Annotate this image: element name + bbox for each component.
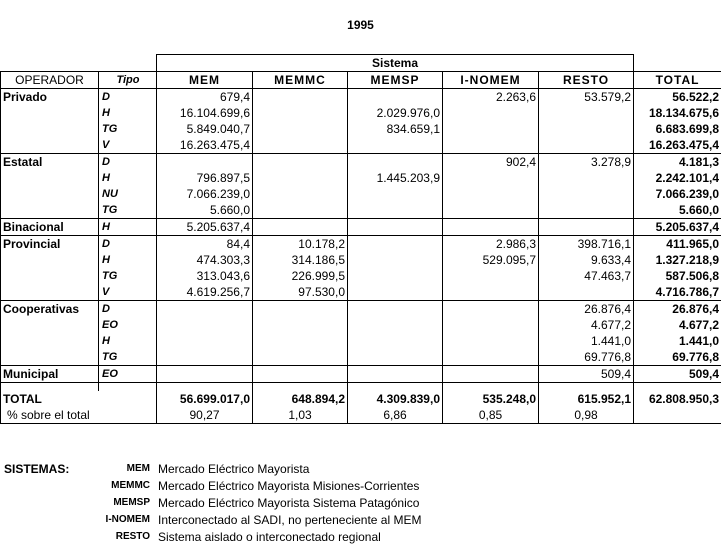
value-cell — [253, 317, 348, 333]
value-cell: 16.104.699,6 — [157, 105, 253, 121]
value-cell: 5.849.040,7 — [157, 121, 253, 137]
value-cell: 834.659,1 — [348, 121, 443, 137]
value-cell — [253, 349, 348, 366]
value-cell: 1.327.218,9 — [634, 252, 721, 268]
spacer-cell — [99, 383, 157, 392]
tipo-cell: H — [99, 105, 157, 121]
column-header-row — [1, 72, 721, 89]
value-cell — [253, 202, 348, 219]
spacer-cell — [157, 383, 253, 392]
operator-name: Privado — [1, 89, 99, 106]
value-cell: 314.186,5 — [253, 252, 348, 268]
value-cell — [539, 284, 634, 301]
value-cell — [348, 268, 443, 284]
value-cell: 56.522,2 — [634, 89, 721, 106]
value-cell: 902,4 — [443, 154, 539, 171]
operator-name: Municipal — [1, 366, 99, 383]
value-cell — [348, 186, 443, 202]
value-cell — [253, 121, 348, 137]
percent-value: 0,98 — [539, 407, 634, 424]
total-value: 535.248,0 — [443, 391, 539, 407]
value-cell — [443, 317, 539, 333]
total-spacer — [99, 391, 157, 407]
total-value: 56.699.017,0 — [157, 391, 253, 407]
percent-empty — [634, 407, 721, 424]
tipo-cell: H — [99, 333, 157, 349]
tipo-cell: EO — [99, 366, 157, 383]
legend-desc: Mercado Eléctrico Mayorista Sistema Patagónico — [158, 495, 419, 511]
value-cell — [253, 170, 348, 186]
tipo-header: Tipo — [99, 72, 157, 89]
value-cell — [443, 333, 539, 349]
value-cell: 6.683.699,8 — [634, 121, 721, 137]
year-title: 1995 — [0, 18, 721, 32]
legend-code: RESTO — [80, 529, 150, 545]
tipo-cell: D — [99, 154, 157, 171]
value-cell — [157, 317, 253, 333]
legend-code: MEMMC — [80, 478, 150, 494]
value-cell: 509,4 — [539, 366, 634, 383]
percent-row — [1, 407, 721, 424]
spacer-cell — [1, 383, 99, 392]
tipo-cell: V — [99, 137, 157, 154]
value-cell — [348, 252, 443, 268]
percent-label: % sobre el total — [1, 407, 157, 424]
value-cell: 69.776,8 — [539, 349, 634, 366]
value-cell — [253, 333, 348, 349]
col-header-memsp: MEMSP — [348, 72, 443, 89]
value-cell: 2.029.976,0 — [348, 105, 443, 121]
value-cell: 4.677,2 — [539, 317, 634, 333]
value-cell — [253, 301, 348, 318]
value-cell: 16.263.475,4 — [634, 137, 721, 154]
value-cell: 4.619.256,7 — [157, 284, 253, 301]
tipo-cell: D — [99, 301, 157, 318]
value-cell: 2.263,6 — [443, 89, 539, 106]
value-cell — [443, 284, 539, 301]
total-value: 4.309.839,0 — [348, 391, 443, 407]
spacer-cell — [539, 383, 634, 392]
table-row — [1, 268, 721, 284]
value-cell — [539, 137, 634, 154]
value-cell — [539, 121, 634, 137]
value-cell: 26.876,4 — [634, 301, 721, 318]
value-cell — [443, 366, 539, 383]
value-cell: 411.965,0 — [634, 236, 721, 253]
table-row — [1, 89, 721, 106]
value-cell: 1.441,0 — [539, 333, 634, 349]
table-row — [1, 317, 721, 333]
value-cell — [157, 349, 253, 366]
legend-desc: Interconectado al SADI, no perteneciente al MEM — [158, 512, 421, 528]
value-cell — [157, 301, 253, 318]
total-label: TOTAL — [1, 391, 99, 407]
value-cell: 4.181,3 — [634, 154, 721, 171]
value-cell: 679,4 — [157, 89, 253, 106]
table-body — [1, 55, 721, 424]
spacer-cell — [443, 383, 539, 392]
value-cell: 1.441,0 — [634, 333, 721, 349]
tipo-cell: H — [99, 170, 157, 186]
value-cell — [443, 186, 539, 202]
value-cell — [348, 202, 443, 219]
value-cell: 509,4 — [634, 366, 721, 383]
value-cell: 2.242.101,4 — [634, 170, 721, 186]
value-cell — [443, 202, 539, 219]
value-cell: 84,4 — [157, 236, 253, 253]
table-row — [1, 349, 721, 366]
tipo-cell: D — [99, 236, 157, 253]
value-cell: 18.134.675,6 — [634, 105, 721, 121]
operator-name: Provincial — [1, 236, 99, 253]
sistema-header: Sistema — [157, 55, 634, 72]
value-cell: 4.677,2 — [634, 317, 721, 333]
value-cell: 226.999,5 — [253, 268, 348, 284]
operator-cell — [1, 268, 99, 284]
value-cell: 398.716,1 — [539, 236, 634, 253]
value-cell — [443, 121, 539, 137]
table-row — [1, 252, 721, 268]
value-cell — [348, 317, 443, 333]
legend-item — [0, 461, 400, 477]
value-cell — [443, 268, 539, 284]
value-cell — [253, 219, 348, 236]
percent-value: 1,03 — [253, 407, 348, 424]
operator-cell — [1, 105, 99, 121]
legend-code: I-NOMEM — [80, 512, 150, 528]
table-row — [1, 121, 721, 137]
table-row — [1, 154, 721, 171]
spacer-cell — [634, 383, 721, 392]
operator-cell — [1, 186, 99, 202]
operator-cell — [1, 252, 99, 268]
value-cell — [443, 219, 539, 236]
legend-item — [0, 512, 400, 528]
col-header-mem: MEM — [157, 72, 253, 89]
operator-cell — [1, 317, 99, 333]
value-cell — [253, 366, 348, 383]
value-cell — [348, 219, 443, 236]
operator-cell — [1, 137, 99, 154]
col-header-resto: RESTO — [539, 72, 634, 89]
value-cell: 7.066.239,0 — [157, 186, 253, 202]
tipo-cell: H — [99, 252, 157, 268]
energy-table — [0, 54, 721, 424]
total-value: 615.952,1 — [539, 391, 634, 407]
value-cell — [443, 137, 539, 154]
value-cell — [539, 170, 634, 186]
value-cell: 16.263.475,4 — [157, 137, 253, 154]
value-cell: 97.530,0 — [253, 284, 348, 301]
table-row — [1, 202, 721, 219]
table-row — [1, 186, 721, 202]
value-cell: 7.066.239,0 — [634, 186, 721, 202]
legend-title: SISTEMAS: — [4, 462, 69, 476]
legend-desc: Sistema aislado o interconectado regional — [158, 529, 381, 545]
spacer-row — [1, 383, 721, 392]
value-cell: 5.205.637,4 — [157, 219, 253, 236]
value-cell — [157, 333, 253, 349]
value-cell — [348, 333, 443, 349]
table-row — [1, 301, 721, 318]
table-row — [1, 284, 721, 301]
value-cell — [348, 154, 443, 171]
table-row — [1, 236, 721, 253]
value-cell: 5.205.637,4 — [634, 219, 721, 236]
value-cell — [253, 105, 348, 121]
col-header-memmc: MEMMC — [253, 72, 348, 89]
tipo-cell: TG — [99, 121, 157, 137]
value-cell: 9.633,4 — [539, 252, 634, 268]
value-cell — [253, 154, 348, 171]
operator-name: Cooperativas — [1, 301, 99, 318]
value-cell — [539, 105, 634, 121]
percent-value: 6,86 — [348, 407, 443, 424]
operador-header: OPERADOR — [1, 72, 99, 89]
value-cell — [253, 89, 348, 106]
value-cell — [539, 186, 634, 202]
tipo-cell: D — [99, 89, 157, 106]
value-cell: 796.897,5 — [157, 170, 253, 186]
value-cell — [157, 154, 253, 171]
table-row — [1, 105, 721, 121]
operator-cell — [1, 170, 99, 186]
value-cell: 529.095,7 — [443, 252, 539, 268]
table-row — [1, 170, 721, 186]
value-cell — [348, 349, 443, 366]
value-cell — [157, 366, 253, 383]
value-cell — [443, 105, 539, 121]
value-cell: 47.463,7 — [539, 268, 634, 284]
value-cell — [443, 349, 539, 366]
legend-desc: Mercado Eléctrico Mayorista — [158, 461, 309, 477]
operator-name: Estatal — [1, 154, 99, 171]
col-header-inomem: I-NOMEM — [443, 72, 539, 89]
value-cell: 4.716.786,7 — [634, 284, 721, 301]
value-cell: 1.445.203,9 — [348, 170, 443, 186]
tipo-cell: EO — [99, 317, 157, 333]
value-cell — [348, 301, 443, 318]
table-row — [1, 333, 721, 349]
legend-code: MEM — [80, 461, 150, 477]
legend-desc: Mercado Eléctrico Mayorista Misiones-Corrientes — [158, 478, 419, 494]
operator-cell — [1, 121, 99, 137]
total-value: 62.808.950,3 — [634, 391, 721, 407]
spacer-cell — [253, 383, 348, 392]
legend-item — [0, 478, 400, 494]
legend-code: MEMSP — [80, 495, 150, 511]
operator-cell — [1, 333, 99, 349]
value-cell: 313.043,6 — [157, 268, 253, 284]
value-cell: 26.876,4 — [539, 301, 634, 318]
value-cell — [443, 301, 539, 318]
tipo-cell: NU — [99, 186, 157, 202]
value-cell — [539, 202, 634, 219]
tipo-cell: V — [99, 284, 157, 301]
value-cell — [348, 137, 443, 154]
value-cell: 10.178,2 — [253, 236, 348, 253]
value-cell: 2.986,3 — [443, 236, 539, 253]
value-cell: 587.506,8 — [634, 268, 721, 284]
operator-cell — [1, 349, 99, 366]
operator-cell — [1, 202, 99, 219]
col-header-total: TOTAL — [634, 72, 721, 89]
spacer-cell — [348, 383, 443, 392]
total-value: 648.894,2 — [253, 391, 348, 407]
tipo-cell: TG — [99, 268, 157, 284]
percent-value: 90,27 — [157, 407, 253, 424]
value-cell: 69.776,8 — [634, 349, 721, 366]
value-cell — [348, 366, 443, 383]
tipo-cell: TG — [99, 202, 157, 219]
value-cell — [253, 186, 348, 202]
value-cell: 3.278,9 — [539, 154, 634, 171]
legend-item — [0, 495, 400, 511]
table-row — [1, 219, 721, 236]
total-row — [1, 391, 721, 407]
table-row — [1, 137, 721, 154]
value-cell: 474.303,3 — [157, 252, 253, 268]
tipo-cell: TG — [99, 349, 157, 366]
percent-value: 0,85 — [443, 407, 539, 424]
tipo-cell: H — [99, 219, 157, 236]
value-cell: 5.660,0 — [157, 202, 253, 219]
table-row — [1, 366, 721, 383]
value-cell — [348, 236, 443, 253]
value-cell — [348, 284, 443, 301]
operator-name: Binacional — [1, 219, 99, 236]
value-cell: 5.660,0 — [634, 202, 721, 219]
value-cell — [348, 89, 443, 106]
value-cell: 53.579,2 — [539, 89, 634, 106]
operator-cell — [1, 284, 99, 301]
value-cell — [443, 170, 539, 186]
value-cell — [253, 137, 348, 154]
value-cell — [539, 219, 634, 236]
